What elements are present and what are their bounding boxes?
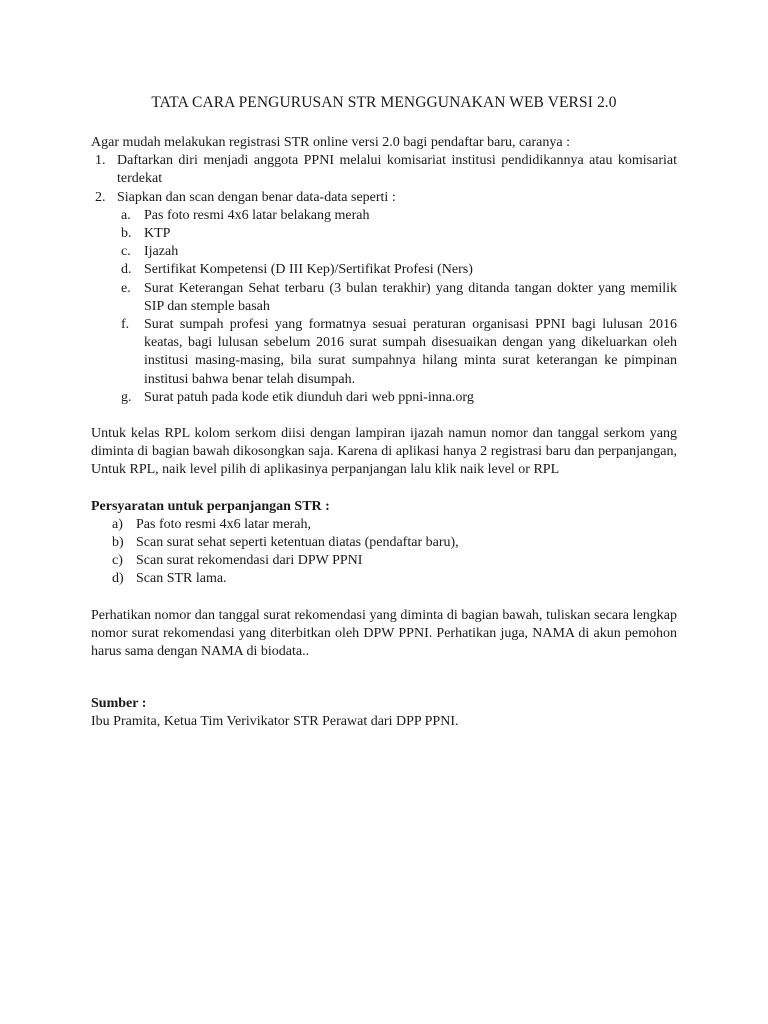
requirement-text: Surat Keterangan Sehat terbaru (3 bulan terakhir) yang ditanda tangan dokter yang memilik SIP dan stemple basah bbox=[144, 280, 677, 314]
spacer bbox=[91, 661, 677, 695]
requirement-text: Surat patuh pada kode etik diunduh dari web ppni-inna.org bbox=[144, 389, 474, 405]
source-section bbox=[91, 695, 677, 731]
step-marker: 1. bbox=[95, 153, 106, 169]
requirement-text: Pas foto resmi 4x6 latar belakang merah bbox=[144, 207, 370, 223]
step-text: Siapkan dan scan dengan benar data-data seperti : bbox=[117, 189, 396, 205]
requirement-marker: d. bbox=[121, 262, 132, 278]
renewal-item bbox=[91, 516, 677, 534]
renewal-text: Scan surat rekomendasi dari DPW PPNI bbox=[136, 553, 363, 569]
step-item bbox=[91, 152, 677, 188]
requirement-text: Sertifikat Kompetensi (D III Kep)/Sertifikat Profesi (Ners) bbox=[144, 262, 473, 278]
requirement-text: Surat sumpah profesi yang formatnya sesuai peraturan organisasi PPNI bagi lulusan 2016 keatas, bagi lulusan sebelum 2016 surat sumpah disesuaikan dengan yang dikeluarkan oleh institusi masing-masing, bila surat sumpahnya hilang minta surat keterangan ke pimpinan institusi bahwa benar telah disumpah. bbox=[144, 317, 677, 387]
renewal-heading: Persyaratan untuk perpanjangan STR : bbox=[91, 498, 330, 514]
step-item bbox=[91, 189, 677, 207]
requirement-item bbox=[91, 243, 677, 261]
step-text: Daftarkan diri menjadi anggota PPNI melalui komisariat institusi pendidikannya atau komisariat terdekat bbox=[117, 153, 677, 187]
renewal-item bbox=[91, 570, 677, 588]
renewal-marker: c) bbox=[112, 553, 123, 569]
requirement-marker: c. bbox=[121, 244, 131, 260]
renewal-marker: d) bbox=[112, 571, 124, 587]
renewal-marker: a) bbox=[112, 516, 123, 532]
requirement-text: KTP bbox=[144, 226, 171, 242]
source-heading: Sumber : bbox=[91, 696, 147, 712]
requirement-item bbox=[91, 280, 677, 316]
requirement-item bbox=[91, 225, 677, 243]
requirement-item bbox=[91, 261, 677, 279]
renewal-marker: b) bbox=[112, 535, 124, 551]
renewal-text: Pas foto resmi 4x6 latar merah, bbox=[136, 516, 311, 532]
intro-paragraph: Agar mudah melakukan registrasi STR online versi 2.0 bagi pendaftar baru, caranya : bbox=[91, 135, 570, 150]
step-marker: 2. bbox=[95, 189, 106, 205]
renewal-text: Scan surat sehat seperti ketentuan diatas (pendaftar baru), bbox=[136, 535, 459, 551]
document-requirements-list bbox=[91, 207, 677, 407]
requirement-item bbox=[91, 389, 677, 407]
requirement-marker: e. bbox=[121, 280, 131, 296]
requirement-item bbox=[91, 316, 677, 389]
requirement-marker: g. bbox=[121, 389, 132, 405]
source-text: Ibu Pramita, Ketua Tim Verivikator STR Perawat dari DPP PPNI. bbox=[91, 714, 459, 730]
requirement-item bbox=[91, 207, 677, 225]
renewal-list bbox=[91, 516, 677, 589]
renewal-section bbox=[91, 498, 677, 589]
requirement-marker: b. bbox=[121, 226, 132, 242]
renewal-item bbox=[91, 552, 677, 570]
requirement-marker: a. bbox=[121, 207, 131, 223]
renewal-item bbox=[91, 534, 677, 552]
renewal-text: Scan STR lama. bbox=[136, 571, 227, 587]
requirement-marker: f. bbox=[121, 317, 130, 333]
steps-list bbox=[91, 152, 677, 207]
document-title: TATA CARA PENGURUSAN STR MENGGUNAKAN WEB VERSI 2.0 bbox=[151, 94, 617, 111]
requirement-text: Ijazah bbox=[144, 244, 179, 260]
rpl-paragraph: Untuk kelas RPL kolom serkom diisi dengan lampiran ijazah namun nomor dan tanggal serkom yang diminta di bagian bawah dikosongkan saja. Karena di aplikasi hanya 2 registrasi baru dan perpanjangan, Untuk RPL, naik level pilih di aplikasinya perpanjangan lalu klik naik level or RPL bbox=[91, 426, 677, 478]
note-paragraph: Perhatikan nomor dan tanggal surat rekomendasi yang diminta di bagian bawah, tuliskan secara lengkap nomor surat rekomendasi yang diterbitkan oleh DPW PPNI. Perhatikan juga, NAMA di akun pemohon harus sama dengan NAMA di biodata.. bbox=[91, 607, 677, 660]
